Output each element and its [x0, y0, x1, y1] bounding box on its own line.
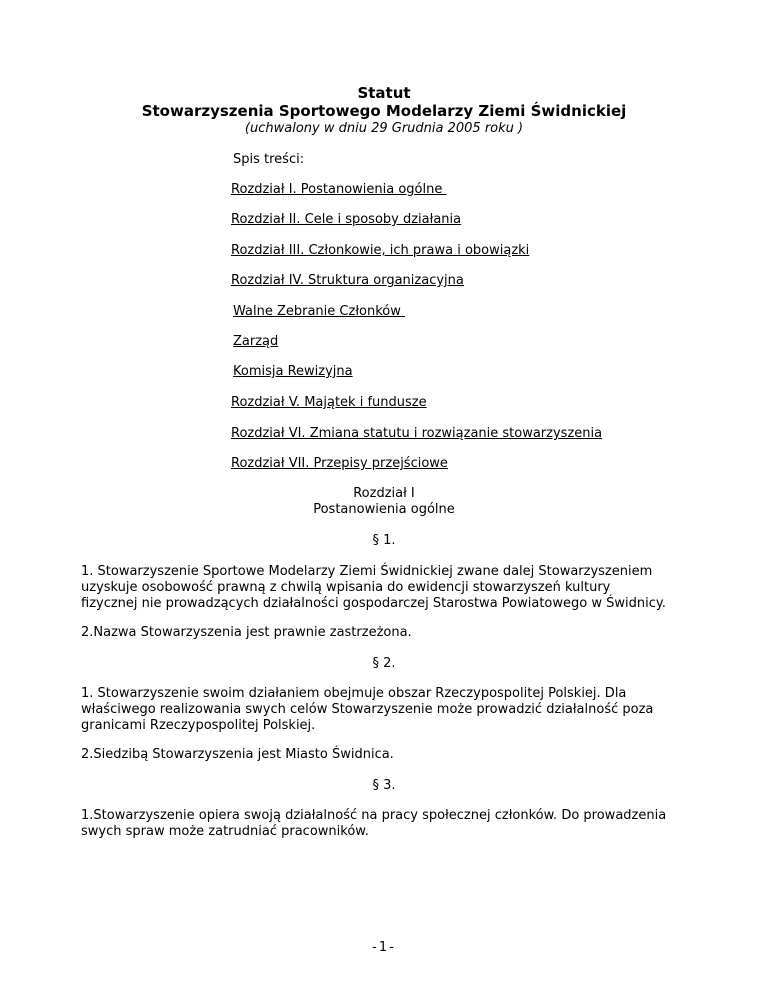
section-1-paragraph-1 [81, 564, 711, 612]
paragraph-line: granicami Rzeczypospolitej Polskiej. [81, 718, 316, 733]
paragraph-line: 1.Stowarzyszenie opiera swoją działalność na pracy społecznej członków. Do prowadzenia [81, 808, 667, 823]
toc-link-board[interactable]: Zarząd [233, 334, 279, 349]
toc-link-chapter-6[interactable]: Rozdział VI. Zmiana statutu i rozwiązanie stowarzyszenia [231, 426, 603, 441]
paragraph-line: swych spraw może zatrudniać pracowników. [81, 824, 369, 839]
toc-link-chapter-7[interactable]: Rozdział VII. Przepisy przejściowe [231, 456, 448, 471]
toc-link-general-meeting[interactable]: Walne Zebranie Członków [233, 304, 405, 319]
toc-heading: Spis treści: [233, 152, 305, 167]
toc-link-chapter-5[interactable]: Rozdział V. Majątek i fundusze [231, 395, 427, 410]
chapter-number: Rozdział I [353, 486, 415, 501]
paragraph-line: fizycznej nie prowadzących działalności gospodarczej Starostwa Powiatowego w Świdnicy. [81, 596, 666, 611]
paragraph-line: 2.Siedzibą Stowarzyszenia jest Miasto Świdnica. [81, 747, 394, 762]
toc-link-chapter-4[interactable]: Rozdział IV. Struktura organizacyjna [231, 273, 464, 288]
section-2-paragraph-2 [81, 747, 711, 763]
paragraph-line: 1. Stowarzyszenie Sportowe Modelarzy Ziemi Świdnickiej zwane dalej Stowarzyszeniem [81, 564, 653, 579]
section-2-paragraph-1 [81, 686, 711, 734]
section-3-paragraph-1 [81, 808, 711, 840]
section-mark-1: § 1. [372, 533, 396, 548]
toc-link-audit-committee[interactable]: Komisja Rewizyjna [233, 364, 353, 379]
chapter-title: Postanowienia ogólne [313, 502, 455, 517]
paragraph-line: właściwego realizowania swych celów Stowarzyszenie może prowadzić działalność poza [81, 702, 654, 717]
toc-link-chapter-3[interactable]: Rozdział III. Członkowie, ich prawa i obowiązki [231, 243, 530, 258]
section-mark-3: § 3. [372, 778, 396, 793]
paragraph-line: uzyskuje osobowość prawną z chwilą wpisania do ewidencji stowarzyszeń kultury [81, 580, 611, 595]
document-subtitle: (uchwalony w dniu 29 Grudnia 2005 roku ) [244, 121, 524, 136]
paragraph-line: 1. Stowarzyszenie swoim działaniem obejmuje obszar Rzeczypospolitej Polskiej. Dla [81, 686, 627, 701]
paragraph-line: 2.Nazwa Stowarzyszenia jest prawnie zastrzeżona. [81, 625, 412, 640]
section-1-paragraph-2 [81, 625, 711, 641]
document-title-association: Stowarzyszenia Sportowego Modelarzy Ziemi Świdnickiej [141, 102, 627, 120]
section-mark-2: § 2. [372, 656, 396, 671]
toc-link-chapter-2[interactable]: Rozdział II. Cele i sposoby działania [231, 212, 462, 227]
document-title: Statut [357, 84, 411, 102]
page-number: -1- [372, 940, 396, 955]
toc-link-chapter-1[interactable]: Rozdział I. Postanowienia ogólne [231, 182, 447, 197]
